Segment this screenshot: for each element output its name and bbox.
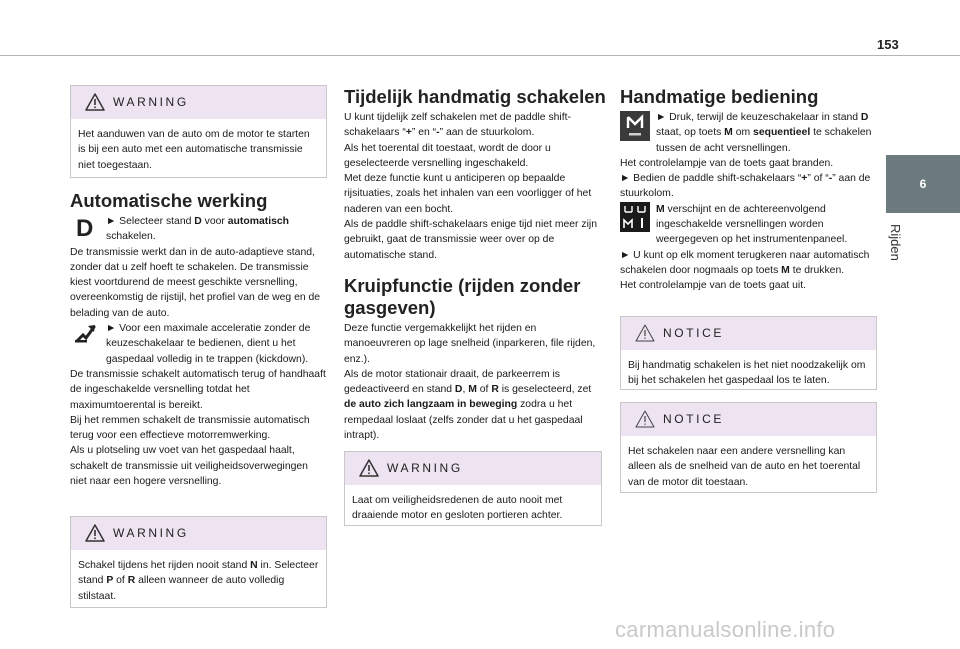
- paragraph-select-d: ► Selecteer stand D voor automatisch schakelen.: [106, 216, 289, 243]
- warning-header: [345, 452, 601, 485]
- warning-box-neutral: [70, 516, 327, 608]
- notice-title: NOTICE: [663, 412, 724, 426]
- warning-title: WARNING: [387, 461, 463, 475]
- warning-triangle-icon: [85, 524, 105, 542]
- warning-box-leave-car: [344, 451, 602, 526]
- paragraph-return-auto: ► U kunt op elk moment terugkeren naar automatisch schakelen door nogmaals op toets M te drukken.: [620, 249, 870, 276]
- section-heading-handmatige: Handmatige bediening: [620, 86, 819, 107]
- paragraph-lamp-off: Het controlelampje van de toets gaat uit.: [620, 280, 806, 292]
- paragraph-adaptive: De transmissie werkt dan in de auto-adaptieve stand, zonder dat u zelf hoeft te schakelen. De transmissie kiest voortdurend de meest geschikte versnelling, overeenkomstig de rijstijl, het profiel van de weg en de belading van de auto.: [70, 246, 321, 319]
- kickdown-icon: [74, 323, 98, 343]
- notice-triangle-icon: [635, 410, 655, 428]
- notice-text: Het schakelen naar een andere versnelling kan alleen als de snelheid van de auto en het toerental van de motor dit toestaan.: [628, 446, 861, 488]
- notice-title: NOTICE: [663, 326, 724, 340]
- paragraph-anticipate: Met deze functie kunt u anticiperen op bepaalde rijsituaties, zoals het inhalen van een voorligger of het naderen van een bocht.: [344, 173, 592, 215]
- top-rule: [0, 55, 960, 56]
- warning-text: Laat om veiligheidsredenen de auto nooit met draaiende motor en gesloten portieren achter.: [352, 495, 563, 522]
- watermark[interactable]: carmanualsonline.info: [615, 617, 836, 642]
- notice-header: [621, 403, 876, 436]
- paragraph-creep: Deze functie vergemakkelijkt het rijden en manoeuvreren op lage snelheid (inparkeren, file rijden, enz.).: [344, 323, 596, 365]
- paragraph-return-auto: Als de paddle shift-schakelaars enige tijd niet meer zijn gebruikt, gaat de transmissie weer over op de automatische stand.: [344, 219, 597, 261]
- warning-header: [71, 517, 326, 550]
- paragraph-rpm: Als het toerental dit toestaat, wordt de door u geselecteerde versnelling ingeschakeld.: [344, 142, 551, 169]
- paragraph-kickdown: ► Voor een maximale acceleratie zonder de keuzeschakelaar te bedienen, dient u het gaspedaal volledig in te trappen (kickdown).: [70, 321, 326, 367]
- gear-d-icon: D: [76, 215, 94, 242]
- paragraph-paddle-shift: ► Bedien de paddle shift-schakelaars “+” of “-” aan de stuurkolom.: [620, 173, 871, 200]
- chapter-tab[interactable]: 6: [886, 155, 960, 213]
- paragraph-creep-condition: Als de motor stationair draait, de parkeerrem is gedeactiveerd en stand D, M of R is geselecteerd, zet de auto zich langzaam in beweging zodra u het rempedaal loslaat (zelfs zonder dat u het gaspedaal intrapt).: [344, 368, 592, 442]
- notice-header: [621, 317, 876, 350]
- warning-header: [71, 86, 326, 119]
- warning-text: Schakel tijdens het rijden nooit stand N in. Selecteer stand P of R alleen wanneer de auto volledig stilstaat.: [78, 560, 319, 602]
- section-heading-automatische-werking: Automatische werking: [70, 190, 268, 211]
- notice-box-throttle: [620, 316, 877, 390]
- page-number: 153: [877, 37, 899, 52]
- paragraph-braking: Bij het remmen schakelt de transmissie automatisch terug voor een effectieve motorremwerking.: [70, 414, 310, 442]
- warning-triangle-icon: [85, 93, 105, 111]
- warning-title: WARNING: [113, 95, 189, 109]
- section-heading-kruipfunctie: Kruipfunctie (rijden zonder gasgeven): [344, 275, 581, 318]
- warning-triangle-icon: [359, 459, 379, 477]
- paragraph-m-display: M verschijnt en de achtereenvolgend ingeschakelde versnellingen worden weergegeven op het instrumentenpaneel.: [656, 203, 848, 246]
- chapter-label: Rijden: [888, 224, 903, 261]
- paragraph-downshift: De transmissie schakelt automatisch terug of handhaaft de ingeschakelde versnelling totdat het maximumtoerental is bereikt.: [70, 368, 326, 411]
- paragraph-lamp-on: Het controlelampje van de toets gaat branden.: [620, 157, 834, 169]
- notice-box-shift-limit: [620, 402, 877, 493]
- paragraph-paddle: U kunt tijdelijk zelf schakelen met de paddle shift-schakelaars “+” en “-” aan de stuurkolom.: [344, 112, 571, 139]
- section-heading-tijdelijk: Tijdelijk handmatig schakelen: [344, 86, 606, 107]
- paragraph-press-m: ► Druk, terwijl de keuzeschakelaar in stand D staat, op toets M om sequentieel te schakelen tussen de acht versnellingen.: [656, 112, 872, 154]
- warning-text: Het aanduwen van de auto om de motor te starten is bij een auto met een automatische transmissie niet toegestaan.: [78, 129, 310, 171]
- notice-triangle-icon: [635, 324, 655, 342]
- warning-box-pushstart: [70, 85, 327, 178]
- warning-title: WARNING: [113, 526, 189, 540]
- paragraph-lift-off: Als u plotseling uw voet van het gaspedaal haalt, schakelt de transmissie uit veiligheidsoverwegingen niet naar een hogere versnelling.: [70, 445, 308, 488]
- notice-text: Bij handmatig schakelen is het niet noodzakelijk om bij het schakelen het gaspedaal los te laten.: [628, 360, 866, 387]
